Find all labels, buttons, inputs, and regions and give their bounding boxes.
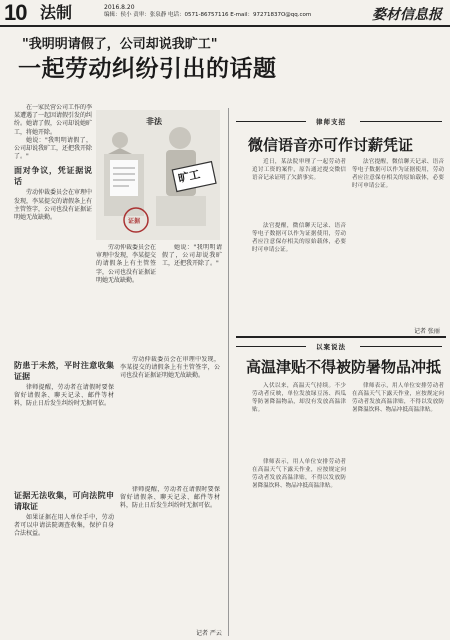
- column-tag-lawyer: 律师支招: [316, 118, 346, 126]
- tag-rule-right: [360, 121, 442, 122]
- sidebar-bottom-body-2: [352, 382, 444, 634]
- feature-column-5: [120, 356, 220, 486]
- feature-paragraph: 她说："我明明请假了，公司却说我旷工，还把我开除了。": [162, 244, 222, 268]
- section-text: 劳动仲裁委员会在审理中发现，李某提交的请假条上有主管签字，公司也没有证据证明她无故缺勤。: [14, 189, 92, 222]
- sidebar-bottom-body-text: 律师表示，用人单位安排劳动者在高温天气下露天作业，应按规定向劳动者发放高温津贴，不得以发放防暑降温饮料、物品冲抵高温津贴。: [352, 383, 444, 413]
- illustration-caption: 非法: [146, 117, 162, 126]
- section-text: 如果证据在用人单位手中，劳动者可以申请法院调查收集，保护自身合法权益。: [14, 514, 114, 538]
- sign-text: 旷工: [176, 167, 202, 186]
- sidebar-top-body-text: 法官提醒，微信聊天记录、语音等电子数据可以作为证据使用，劳动者应注意保存相关的原始载体，必要时可申请公证。: [252, 223, 346, 253]
- sidebar-bottom-lead-text: 入伏以来，高温天气持续。不少劳动者反映，单位发放绿豆汤、西瓜等防暑降温物品，却没有发放高温津贴。: [252, 383, 346, 413]
- feature-paragraph: 在一家民营公司工作的李某遭遇了一起因请假引发的纠纷。她请了假，公司却说她旷工，将她开除。: [14, 104, 92, 136]
- tag-rule-left: [236, 121, 306, 122]
- feature-paragraph: 她说："我明明请假了，公司却说我旷工，还把我开除了。": [14, 136, 92, 161]
- illustration-graphic: [96, 110, 220, 240]
- sidebar-bottom-title: 高温津贴不得被防暑物品冲抵: [246, 358, 442, 376]
- sidebar-separator: [236, 336, 446, 338]
- tag-rule-right: [360, 346, 442, 347]
- issue-date: 2016.8.20: [104, 4, 135, 11]
- sidebar-top-body-2: [352, 158, 444, 322]
- section-heading: 防患于未然，平时注意收集证据: [14, 361, 114, 381]
- sidebar-top-lead-text: 近日，某法院审理了一起劳动者追讨工资的案件，原告通过提交微信语音记录证明了欠薪事实。: [252, 159, 346, 181]
- column-tag-case: 以案说法: [316, 343, 346, 351]
- sidebar-top-byline: 记者 张丽: [414, 328, 440, 335]
- column-divider: [228, 108, 229, 636]
- section-text: 律师提醒，劳动者在请假时要保留好请假条、聊天记录、邮件等材料，防止日后发生纠纷时无据可依。: [14, 384, 114, 408]
- feature-illustration: [96, 110, 220, 240]
- sidebar-top-title: 微信语音亦可作讨薪凭证: [248, 136, 414, 154]
- feature-paragraph: 劳动仲裁委员会在审理中发现，李某提交的请假条上有主管签字，公司也没有证据证明她无故缺勤。: [96, 244, 156, 284]
- feature-byline: 记者 严云: [196, 630, 222, 637]
- stamp-text: 证据: [128, 218, 141, 225]
- masthead: [0, 0, 450, 26]
- section-heading: 面对争议，凭证据说话: [14, 166, 92, 187]
- feature-column-1: [14, 104, 92, 332]
- sidebar-top-body-text: 法官提醒，微信聊天记录、语音等电子数据可以作为证据使用，劳动者应注意保存相关的原始载体，必要时可申请公证。: [352, 159, 444, 189]
- sidebar-bottom-body-1: [252, 458, 346, 634]
- sidebar-bottom-lead: [252, 382, 346, 454]
- feature-column-3: [162, 244, 222, 354]
- feature-headline: 一起劳动纠纷引出的话题: [18, 56, 277, 82]
- masthead-rule: [0, 25, 450, 27]
- page-number: 10: [4, 0, 27, 25]
- section-text: 劳动仲裁委员会在审理中发现，李某提交的请假条上有主管签字，公司也没有证据证明她无故缺勤。: [120, 356, 220, 380]
- editor-contact: 编辑：侯小 责审：张泉静 电话：0571-86757116 E-mail：97271837O@qq.com: [104, 12, 312, 18]
- newspaper-brand: 婺材信息报: [372, 7, 442, 23]
- tag-rule-left: [236, 346, 306, 347]
- section-name: 法制: [40, 3, 73, 22]
- sidebar-top-lead: [252, 158, 346, 218]
- sidebar-top-body-1: [252, 222, 346, 314]
- section-heading: 证据无法收集，可向法院申请取证: [14, 491, 114, 511]
- feature-column-2: [96, 244, 156, 354]
- feature-column-6: [14, 486, 114, 634]
- feature-column-7: [120, 486, 220, 626]
- sidebar-bottom-body-text: 律师表示，用人单位安排劳动者在高温天气下露天作业，应按规定向劳动者发放高温津贴，不得以发放防暑降温饮料、物品冲抵高温津贴。: [252, 459, 346, 489]
- feature-column-4: [14, 356, 114, 486]
- feature-kicker: "我明明请假了，公司却说我旷工": [22, 37, 218, 52]
- section-text: 律师提醒，劳动者在请假时要保留好请假条、聊天记录、邮件等材料，防止日后发生纠纷时无据可依。: [120, 486, 220, 510]
